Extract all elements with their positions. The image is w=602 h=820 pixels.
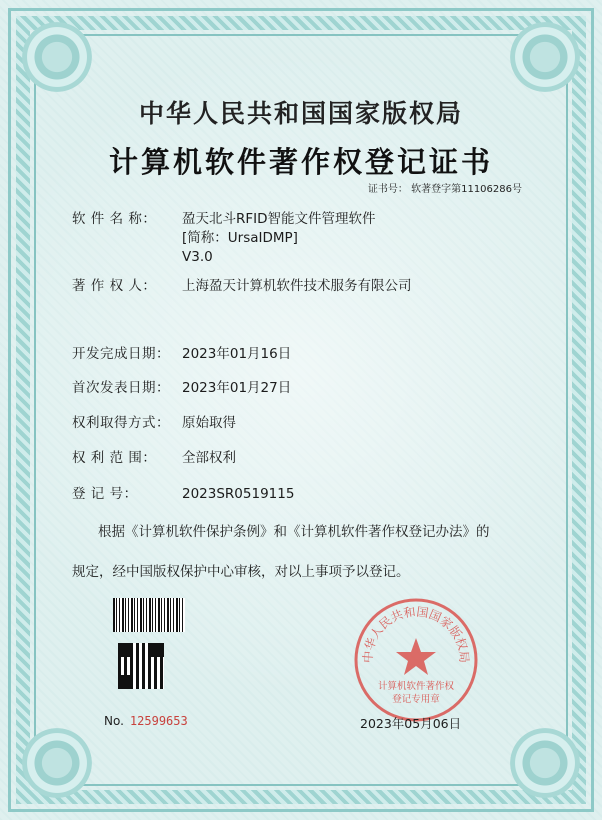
seal-inner-text-2: 登记专用章 [392,694,440,705]
dev-date-label: 开发完成日期： [72,346,170,362]
statement-line-1: 根据《计算机软件保护条例》和《计算机软件著作权登记办法》的 [98,524,490,540]
corner-ornament [22,728,92,798]
corner-ornament [510,22,580,92]
software-name-label: 软 件 名 称： [72,211,157,227]
issue-date: 2023年05月06日 [360,716,462,731]
dev-date: 2023年01月16日 [182,346,292,362]
serial-value: 12599653 [129,714,188,728]
pub-date: 2023年01月27日 [182,380,292,396]
serial-label: No. [104,714,124,728]
software-name: 盈天北斗RFID智能文件管理软件 [182,211,376,227]
seal-star-icon [396,638,436,675]
scope: 全部权利 [182,450,236,466]
acquire-label: 权利取得方式： [72,415,170,431]
official-seal [352,596,480,724]
corner-ornament [510,728,580,798]
barcode [113,598,185,632]
statement-line-2: 规定，经中国版权保护中心审核，对以上事项予以登记。 [72,564,410,580]
certificate-title: 计算机软件著作权登记证书 [108,145,493,179]
statement [72,512,542,592]
qr-code [118,643,164,689]
cert-no-value: 软著登字第11106286号 [411,184,522,195]
corner-ornament [22,22,92,92]
certificate-number [368,180,522,195]
owner: 上海盈天计算机软件技术服务有限公司 [182,278,412,294]
reg-number: 2023SR0519115 [182,486,295,502]
issuer-title: 中华人民共和国国家版权局 [138,99,463,128]
serial-number [104,714,188,728]
acquire: 原始取得 [182,415,236,431]
pub-date-label: 首次发表日期： [72,380,170,396]
seal-outer-text: 中华人民共和国国家版权局 [360,604,472,664]
seal-inner-text-1: 计算机软件著作权 [377,681,455,692]
owner-label: 著 作 权 人： [72,278,157,294]
short-name: [简称：UrsaIDMP] [182,230,298,246]
scope-label: 权 利 范 围： [72,450,157,466]
cert-no-label: 证书号： [367,184,408,195]
version: V3.0 [182,249,213,265]
reg-label: 登 记 号： [72,486,138,502]
